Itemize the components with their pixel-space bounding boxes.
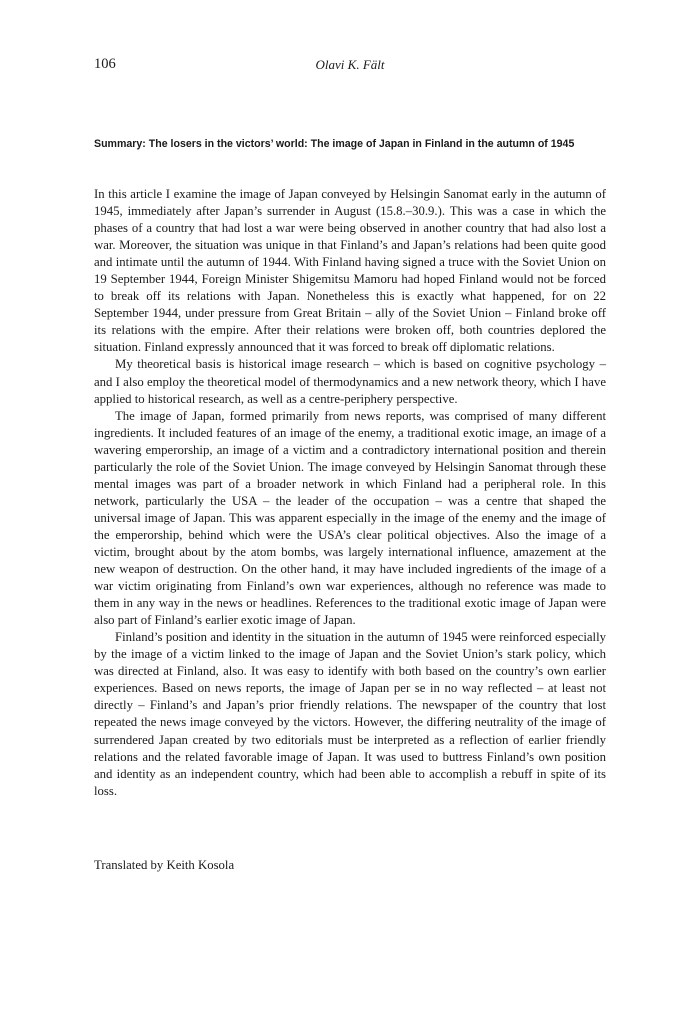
running-head <box>94 56 606 76</box>
translator-credit: Translated by Keith Kosola <box>94 858 235 872</box>
page-number: 106 <box>94 56 116 72</box>
running-head-author: Olavi K. Fält <box>315 57 385 72</box>
summary-body <box>94 186 606 800</box>
paragraph: In this article I examine the image of Japan conveyed by Helsingin Sanomat early in the autumn of 1945, immediately after Japan’s surrender in August (15.8.–30.9.). This was a case in which the phases of a country that had lost a war were being observed in another country that had also lost a war. Moreover, the situation was unique in that Finland’s and Japan’s relations had been quite good and intimate until the autumn of 1944. With Finland having signed a truce with the Soviet Union on 19 September 1944, Foreign Minister Shigemitsu Mamoru had hoped Finland would not be forced to break off its relations with Japan. Nonetheless this is exactly what happened, for on 22 September 1944, under pressure from Great Britain – ally of the Soviet Union – Finland broke off its relations with the empire. After their relations were broken off, both countries deplored the situation. Finland expressly announced that it was forced to break off diplomatic relations. <box>94 187 606 355</box>
summary-heading: Summary: The losers in the victors’ world: The image of Japan in Finland in the autumn of 1945 <box>94 138 575 150</box>
paragraph: The image of Japan, formed primarily from news reports, was comprised of many different ingredients. It included features of an image of the enemy, a traditional exotic image, an image of a wavering emperorship, an image of a victim and a contradictory international position and therein particularly the role of the Soviet Union. The image conveyed by Helsingin Sanomat through these mental images was part of a broader network in which Finland had a peripheral role. In this network, particularly the USA – the leader of the occupation – was a centre that shaped the universal image of Japan. This was apparent especially in the image of the enemy and the image of the emperorship, behind which were the USA’s clear political objectives. Also the image of a victim, brought about by the atom bombs, was largely international influence, amazement at the new weapon of destruction. On the other hand, it may have included ingredients of the image of a war victim originating from Finland’s own war experiences, although no reference was made to them in any way in the news or headlines. References to the traditional exotic image of Japan were also part of Finland’s earlier exotic image of Japan. <box>94 408 606 628</box>
paragraph: My theoretical basis is historical image research – which is based on cognitive psychology – and I also employ the theoretical model of thermodynamics and a new network theory, which I have applied to historical research, as well as a centre-periphery perspective. <box>94 357 606 406</box>
paragraph: Finland’s position and identity in the situation in the autumn of 1945 were reinforced especially by the image of a victim linked to the image of Japan and the Soviet Union’s stark policy, which was directed at Finland, also. It was easy to identify with both based on the country’s own earlier experiences. Based on news reports, the image of Japan per se in no way reflected – at least not directly – Finland’s and Japan’s prior friendly relations. The newspaper of the country that lost repeated the news image conveyed by the victors. However, the differing neutrality of the image of surrendered Japan created by two editorials must be interpreted as a reflection of earlier friendly relations and the related favorable image of Japan. It was used to buttress Finland’s own position and identity as an independent country, which had been able to accomplish a rebuff in spite of its loss. <box>94 630 606 798</box>
